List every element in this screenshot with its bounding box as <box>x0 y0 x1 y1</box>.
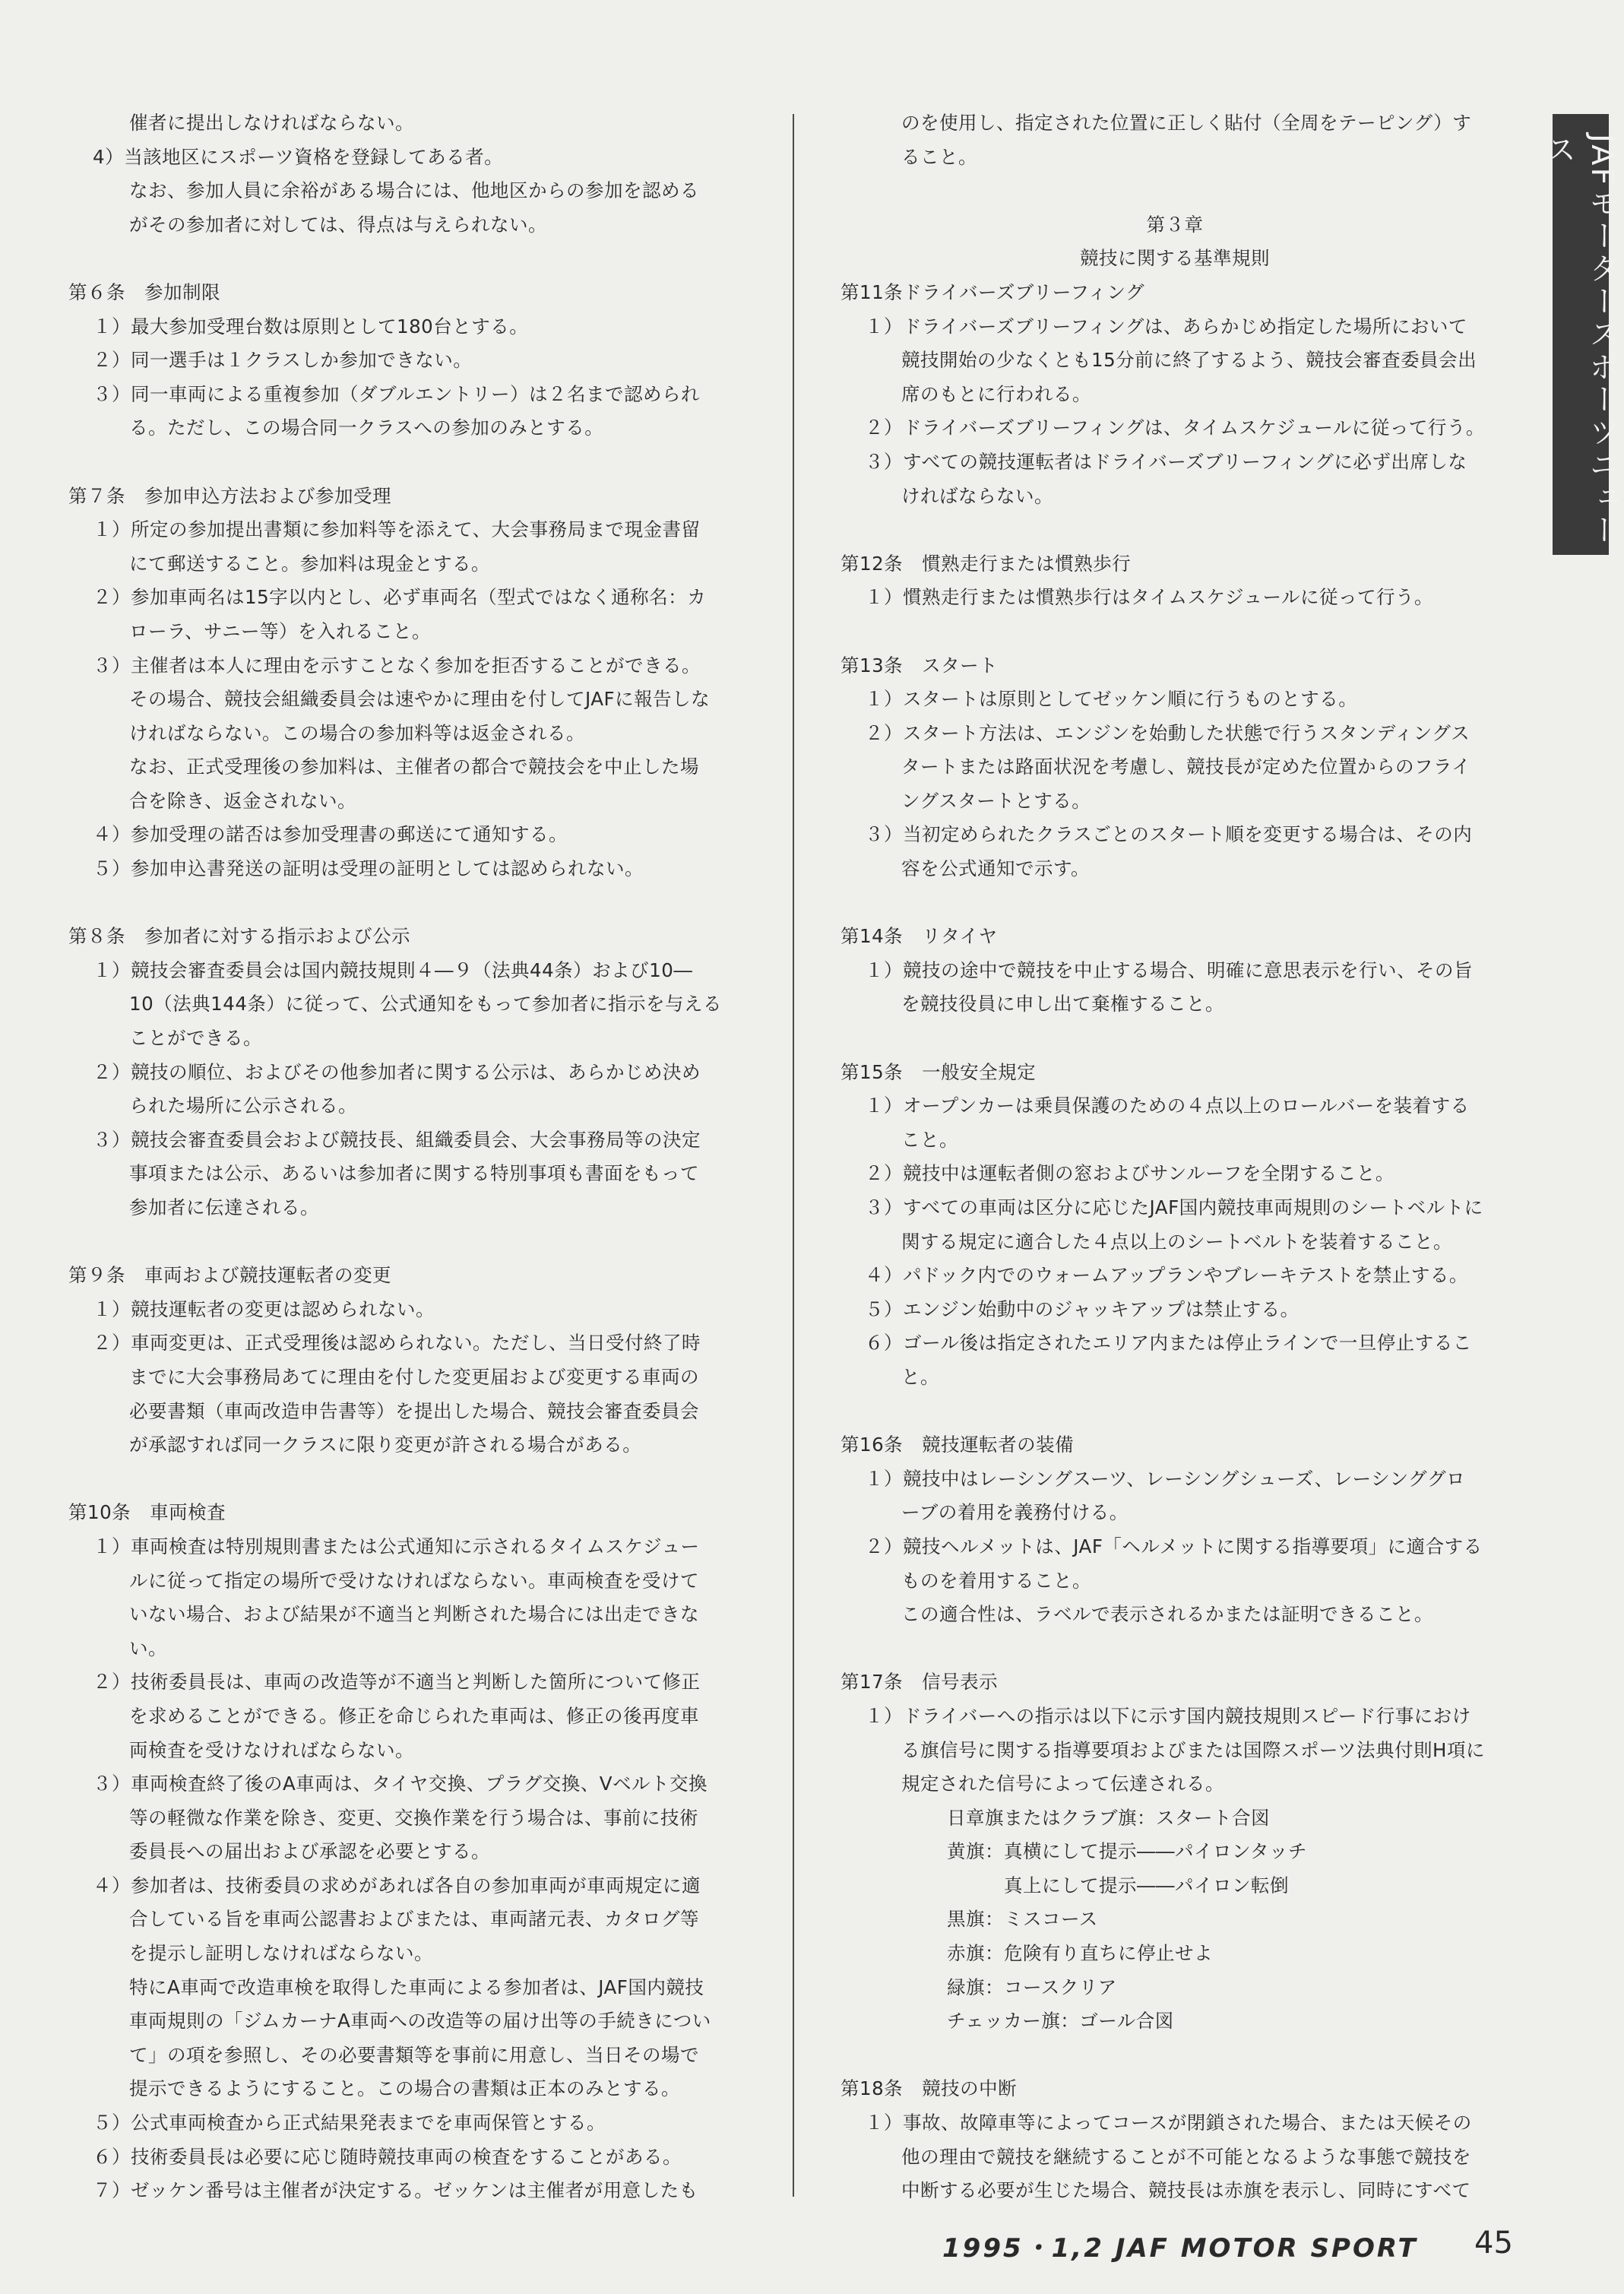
text-line: と。 <box>901 1365 939 1388</box>
text-line: ２）技術委員長は、車両の改造等が不適当と判断した箇所について修正 <box>93 1671 701 1694</box>
text-line: 必要書類（車両改造申告書等）を提出した場合、競技会審査委員会 <box>129 1399 699 1422</box>
text-line: を求めることができる。修正を命じられた車両は、修正の後再度車 <box>129 1704 699 1727</box>
text-line: チェッカー旗：ゴール合図 <box>947 2010 1174 2033</box>
text-line: ものを着用すること。 <box>901 1569 1091 1592</box>
paragraph-gap <box>68 1225 745 1259</box>
text-line: いない場合、および結果が不適当と判断された場合には出走できな <box>129 1603 699 1626</box>
paragraph-gap <box>840 174 1509 208</box>
text-line: ーブの着用を義務付ける。 <box>901 1501 1129 1524</box>
page-number: 45 <box>1474 2226 1513 2261</box>
text-line: ３）すべての車両は区分に応じたJAF国内競技車両規則のシートベルトに <box>865 1196 1483 1218</box>
side-tab-label: JAFモータースポーツニュース <box>1541 134 1619 547</box>
chapter-heading: 第３章 <box>1146 213 1204 236</box>
text-line: て」の項を参照し、その必要書類等を事前に用意し、当日その場で <box>129 2043 699 2066</box>
paragraph-gap <box>840 1632 1509 1666</box>
paragraph-gap <box>68 242 745 276</box>
text-line: １）スタートは原則としてゼッケン順に行うものとする。 <box>865 688 1358 711</box>
text-line: １）所定の参加提出書類に参加料等を添えて、大会事務局まで現金書留 <box>93 518 701 541</box>
text-line: 規定された信号によって伝達される。 <box>901 1773 1224 1795</box>
text-line: る旗信号に関する指導要項およびまたは国際スポーツ法典付則H項に <box>901 1738 1485 1761</box>
text-line: １）慣熟走行または慣熟歩行はタイムスケジュールに従って行う。 <box>865 586 1434 609</box>
article-heading: 第14条 リタイヤ <box>840 925 998 948</box>
text-line: 提示できるようにすること。この場合の書類は正本のみとする。 <box>129 2077 680 2100</box>
article-heading: 第15条 一般安全規定 <box>840 1060 1037 1083</box>
text-line: ５）公式車両検査から正式結果発表までを車両保管とする。 <box>93 2112 606 2134</box>
paragraph-gap <box>68 445 745 480</box>
paragraph-gap <box>840 513 1509 547</box>
text-line: がその参加者に対しては、得点は与えられない。 <box>129 213 547 236</box>
article-heading: 第８条 参加者に対する指示および公示 <box>68 925 410 948</box>
text-line: 事項または公示、あるいは参加者に関する特別事項も書面をもって <box>129 1162 699 1185</box>
text-line: 真上にして提示――パイロン転倒 <box>1004 1874 1289 1896</box>
text-line: 10（法典144条）に従って、公式通知をもって参加者に指示を与える <box>129 993 722 1016</box>
text-line: １）オープンカーは乗員保護のための４点以上のロールバーを装着する <box>865 1095 1470 1117</box>
text-line: が承認すれば同一クラスに限り変更が許される場合がある。 <box>129 1434 642 1456</box>
article-heading: 第17条 信号表示 <box>840 1671 999 1694</box>
text-line: のを使用し、指定された位置に正しく貼付（全周をテーピング）す <box>901 112 1472 134</box>
text-line: １）競技の途中で競技を中止する場合、明確に意思表示を行い、その旨 <box>865 958 1473 981</box>
text-line: 競技開始の少なくとも15分前に終了するよう、競技会審査委員会出 <box>901 349 1477 372</box>
text-line: ３）主催者は本人に理由を示すことなく参加を拒否することができる。 <box>93 654 701 676</box>
text-line: １）事故、故障車等によってコースが閉鎖された場合、または天候その <box>865 2112 1472 2134</box>
text-line: 日章旗またはクラブ旗：スタート合図 <box>947 1806 1270 1829</box>
text-line: ２）競技中は運転者側の窓およびサンルーフを全閉すること。 <box>865 1162 1394 1185</box>
text-line: タートまたは路面状況を考慮し、競技長が定めた位置からのフライ <box>901 756 1471 778</box>
text-line: 容を公式通知で示す。 <box>901 857 1091 880</box>
text-line: 関する規定に適合した４点以上のシートベルトを装着すること。 <box>901 1230 1452 1253</box>
text-line: 黄旗：真横にして提示――パイロンタッチ <box>947 1840 1308 1863</box>
right-text-column <box>840 106 1509 2208</box>
text-line: 赤旗：危険有り直ちに停止せよ <box>947 1942 1213 1965</box>
article-heading: 第13条 スタート <box>840 654 999 676</box>
text-line: こと。 <box>901 1128 958 1151</box>
text-line: ５）参加申込書発送の証明は受理の証明としては認められない。 <box>93 857 644 880</box>
text-line: ３）競技会審査委員会および競技長、組織委員会、大会事務局等の決定 <box>93 1128 701 1151</box>
text-line: ること。 <box>901 145 977 168</box>
text-line: ４）参加受理の諾否は参加受理書の郵送にて通知する。 <box>93 823 568 846</box>
text-line: ければならない。 <box>901 484 1053 507</box>
text-line: 黒旗：ミスコース <box>947 1908 1098 1931</box>
section-side-tab <box>1541 114 1619 555</box>
text-line: 参加者に伝達される。 <box>129 1196 319 1218</box>
text-line: られた場所に公示される。 <box>129 1095 357 1117</box>
article-heading: 第９条 車両および競技運転者の変更 <box>68 1264 391 1287</box>
paragraph-gap <box>840 615 1509 649</box>
text-line: ３）すべての競技運転者はドライバーズブリーフィングに必ず出席しな <box>865 450 1467 473</box>
text-line: １）競技中はレーシングスーツ、レーシングシューズ、レーシンググロ <box>865 1467 1466 1490</box>
paragraph-gap <box>840 886 1509 920</box>
text-line: ２）車両変更は、正式受理後は認められない。ただし、当日受付終了時 <box>93 1332 701 1355</box>
text-line: １）競技会審査委員会は国内競技規則４―９（法典44条）および10― <box>93 958 693 981</box>
text-line: る。ただし、この場合同一クラスへの参加のみとする。 <box>129 417 604 439</box>
text-line: ４）パドック内でのウォームアップランやブレーキテストを禁止する。 <box>865 1264 1468 1287</box>
text-line: 4）当該地区にスポーツ資格を登録してある者。 <box>93 145 504 168</box>
article-heading: 第18条 競技の中断 <box>840 2077 1018 2100</box>
text-line: ローラ、サニー等）を入れること。 <box>129 619 432 642</box>
text-line: 合を除き、返金されない。 <box>129 789 357 812</box>
text-line: １）競技運転者の変更は認められない。 <box>93 1298 435 1320</box>
text-line: ければならない。この場合の参加料等は返金される。 <box>129 721 585 744</box>
text-line: なお、正式受理後の参加料は、主催者の都合で競技会を中止した場 <box>129 756 699 778</box>
text-line: ことができる。 <box>129 1027 262 1050</box>
text-line: その場合、競技会組織委員会は速やかに理由を付してJAFに報告しな <box>129 688 711 711</box>
text-line: 催者に提出しなければならない。 <box>129 112 414 134</box>
footer-publication: 1995・1,2 JAF MOTOR SPORT <box>942 2233 1418 2264</box>
chapter-heading: 競技に関する基準規則 <box>1080 247 1270 270</box>
text-line: ングスタートとする。 <box>901 789 1091 812</box>
text-line: １）ドライバーズブリーフィングは、あらかじめ指定した場所において <box>865 315 1467 337</box>
article-heading: 第11条ドライバーズブリーフィング <box>840 280 1145 303</box>
text-line: 委員長への届出および承認を必要とする。 <box>129 1840 490 1863</box>
text-line: い。 <box>129 1637 167 1659</box>
text-line: 中断する必要が生じた場合、競技長は赤旗を表示し、同時にすべて <box>901 2179 1471 2202</box>
text-line: 両検査を受けなければならない。 <box>129 1738 414 1761</box>
left-text-column <box>68 106 745 2208</box>
text-line: 緑旗：コースクリア <box>947 1976 1117 1998</box>
paragraph-gap <box>840 1022 1509 1056</box>
text-line: を競技役員に申し出て棄権すること。 <box>901 993 1224 1016</box>
text-line: ２）参加車両名は15字以内とし、必ず車両名（型式ではなく通称名：カ <box>93 586 707 609</box>
text-line: 車両規則の「ジムカーナA車両への改造等の届け出等の手続きについ <box>129 2010 711 2033</box>
text-line: ２）競技ヘルメットは、JAF「ヘルメットに関する指導要項」に適合する <box>865 1535 1483 1557</box>
text-line: ２）スタート方法は、エンジンを始動した状態で行うスタンディングス <box>865 721 1470 744</box>
text-line: ３）当初定められたクラスごとのスタート順を変更する場合は、その内 <box>865 823 1473 846</box>
text-line: ２）同一選手は１クラスしか参加できない。 <box>93 349 473 372</box>
text-line: １）最大参加受理台数は原則として180台とする。 <box>93 315 529 337</box>
text-line: 等の軽微な作業を除き、変更、交換作業を行う場合は、事前に技術 <box>129 1806 699 1829</box>
text-line: 席のもとに行われる。 <box>901 382 1091 405</box>
article-heading: 第７条 参加申込方法および参加受理 <box>68 484 391 507</box>
text-line: までに大会事務局あてに理由を付した変更届および変更する車両の <box>129 1365 699 1388</box>
text-line: ７）ゼッケン番号は主催者が決定する。ゼッケンは主催者が用意したも <box>93 2179 698 2202</box>
paragraph-gap <box>840 1395 1509 1429</box>
article-heading: 第16条 競技運転者の装備 <box>840 1434 1075 1456</box>
text-line: 特にA車両で改造車検を取得した車両による参加者は、JAF国内競技 <box>129 1976 704 1998</box>
article-heading: 第10条 車両検査 <box>68 1501 226 1524</box>
text-line: ２）ドライバーズブリーフィングは、タイムスケジュールに従って行う。 <box>865 417 1485 439</box>
text-line: １）ドライバーへの指示は以下に示す国内競技規則スピード行事におけ <box>865 1704 1471 1727</box>
column-divider <box>793 114 794 2197</box>
text-line: この適合性は、ラベルで表示されるかまたは証明できること。 <box>901 1603 1433 1626</box>
text-line: ４）参加者は、技術委員の求めがあれば各自の参加車両が車両規定に適 <box>93 1874 701 1896</box>
paragraph-gap <box>840 2039 1509 2073</box>
article-heading: 第12条 慣熟走行または慣熟歩行 <box>840 552 1132 575</box>
text-line: ３）同一車両による重複参加（ダブルエントリー）は２名まで認められ <box>93 382 701 405</box>
text-line: ３）車両検査終了後のA車両は、タイヤ交換、プラグ交換、Vベルト交換 <box>93 1773 708 1795</box>
text-line: ５）エンジン始動中のジャッキアップは禁止する。 <box>865 1298 1300 1320</box>
text-line: ６）ゴール後は指定されたエリア内または停止ラインで一旦停止するこ <box>865 1332 1472 1355</box>
paragraph-gap <box>68 886 745 920</box>
text-line: ルに従って指定の場所で受けなければならない。車両検査を受けて <box>129 1569 699 1592</box>
text-line: １）車両検査は特別規則書または公式通知に示されるタイムスケジュー <box>93 1535 700 1557</box>
text-line: 合している旨を車両公認書およびまたは、車両諸元表、カタログ等 <box>129 1908 699 1931</box>
text-line: 他の理由で競技を継続することが不可能となるような事態で競技を <box>901 2145 1471 2168</box>
text-line: ６）技術委員長は必要に応じ随時競技車両の検査をすることがある。 <box>93 2145 682 2168</box>
article-heading: 第６条 参加制限 <box>68 280 220 303</box>
paragraph-gap <box>68 1462 745 1497</box>
text-line: ２）競技の順位、およびその他参加者に関する公示は、あらかじめ決め <box>93 1060 701 1083</box>
text-line: にて郵送すること。参加料は現金とする。 <box>129 552 490 575</box>
text-line: を提示し証明しなければならない。 <box>129 1942 433 1965</box>
text-line: なお、参加人員に余裕がある場合には、他地区からの参加を認める <box>129 179 699 202</box>
